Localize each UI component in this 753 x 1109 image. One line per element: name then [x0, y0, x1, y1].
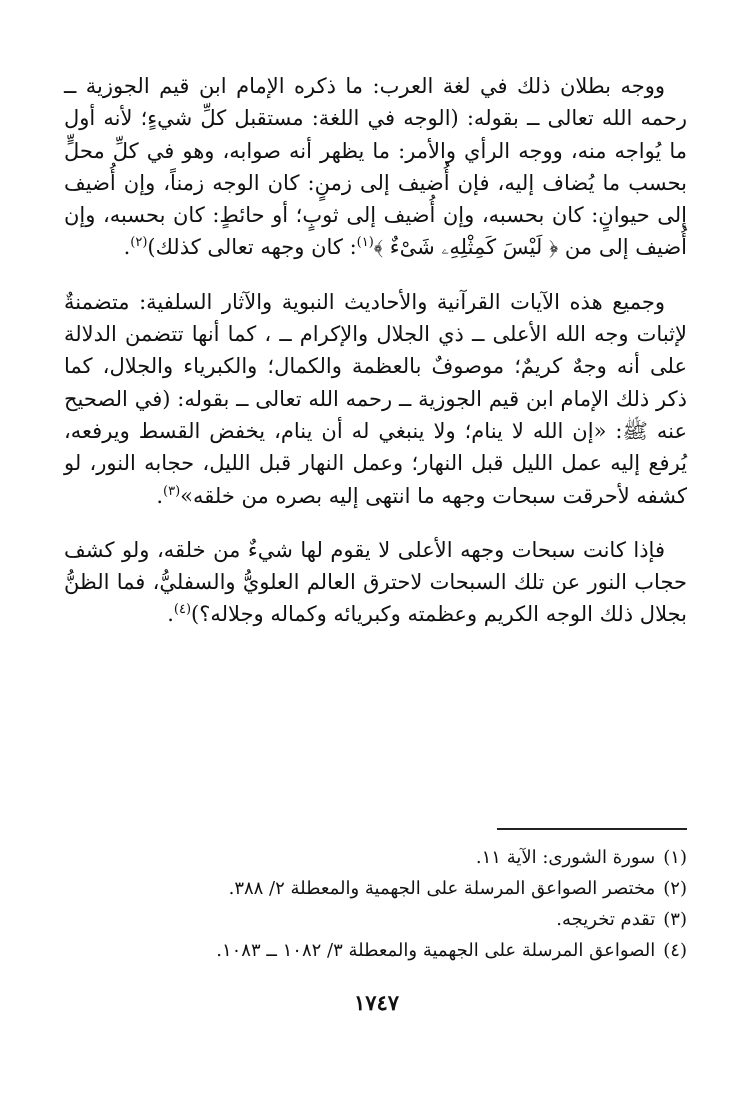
footnote-2-mark: (٢)	[663, 878, 687, 899]
footnote-1-mark: (١)	[663, 847, 687, 868]
footnote-ref-1: (١)	[356, 235, 374, 251]
footnote-3	[64, 904, 687, 935]
paragraph-2-text: وجميع هذه الآيات القرآنية والأحاديث النبوية والآثار السلفية: متضمنةٌ لإثبات وجه الله الأعلى ــ ذي الجلال والإكرام ــ ، كما أنها تتضمن الدلالة على أنه وجهٌ كريمٌ؛ موصوفٌ بالعظمة والكمال؛ والكبرياء والجلال، كما ذكر ذلك الإمام ابن قيم الجوزية ــ رحمه الله تعالى ــ بقوله: (في الصحيح عنه ﷺ: «إن الله لا ينام؛ ولا ينبغي له أن ينام، يخفض القسط ويرفعه، يُرفع إليه عمل الليل قبل النهار؛ وعمل النهار قبل الليل، حجابه النور، لو كشفه لأحرقت سبحات وجهه ما انتهى إليه بصره من خلقه»	[64, 289, 687, 508]
footnote-3-text: تقدم تخريجه.	[556, 909, 656, 930]
footnote-4	[64, 935, 687, 966]
footnote-ref-4: (٤)	[173, 602, 192, 618]
paragraph-1-end: .	[123, 235, 131, 260]
paragraph-3-text: فإذا كانت سبحات وجهه الأعلى لا يقوم لها شيءٌ من خلقه، ولو كشف حجاب النور عن تلك السبحات لاحترق العالم العلويُّ والسفليُّ، فما الظنُّ بجلال ذلك الوجه الكريم وعظمته وكبريائه وكماله وجلاله؟)	[64, 537, 687, 627]
footnote-4-text: الصواعق المرسلة على الجهمية والمعطلة ٣/ ١٠٨٢ ــ ١٠٨٣.	[216, 940, 656, 961]
paragraph-1-text: ووجه بطلان ذلك في لغة العرب: ما ذكره الإمام ابن قيم الجوزية ــ رحمه الله تعالى ــ بقوله: (الوجه في اللغة: مستقبل كلِّ شيءٍ؛ لأنه أول ما يُواجه منه، ووجه الرأي والأمر: ما يظهر أنه صوابه، وهو في كلِّ محلٍّ بحسب ما يُضاف إليه، فإن أُضيف إلى زمنٍ: كان الوجه زمناً، وإن أُضيف إلى حيوانٍ: كان بحسبه، وإن أُضيف إلى ثوبٍ؛ أو حائطٍ: كان بحسبه، وإن أُضيف إلى من ﴿ لَيْسَ كَمِثْلِهِۦ شَىْءٌ ﴾	[64, 74, 687, 260]
paragraph-2	[64, 286, 687, 512]
footnote-4-mark: (٤)	[663, 940, 687, 961]
footnotes	[64, 842, 687, 966]
paragraph-1	[64, 70, 687, 264]
footnote-1	[64, 842, 687, 873]
paragraph-3	[64, 534, 687, 631]
footnote-2-text: مختصر الصواعق المرسلة على الجهمية والمعطلة ٢/ ٣٨٨.	[228, 878, 656, 899]
footnote-ref-2: (٢)	[130, 235, 148, 251]
page-number: ١٧٤٧	[353, 990, 400, 1015]
main-text	[64, 70, 687, 653]
paragraph-3-end: .	[167, 602, 174, 627]
footnote-1-text: سورة الشورى: الآية ١١.	[475, 847, 656, 868]
footnote-2	[64, 873, 687, 904]
paragraph-2-end: .	[156, 483, 164, 508]
footnote-ref-3: (٣)	[163, 483, 181, 499]
footnote-3-mark: (٣)	[663, 909, 687, 930]
paragraph-1-tail: : كان وجهه تعالى كذلك)	[147, 235, 357, 260]
footnote-divider	[497, 828, 687, 830]
